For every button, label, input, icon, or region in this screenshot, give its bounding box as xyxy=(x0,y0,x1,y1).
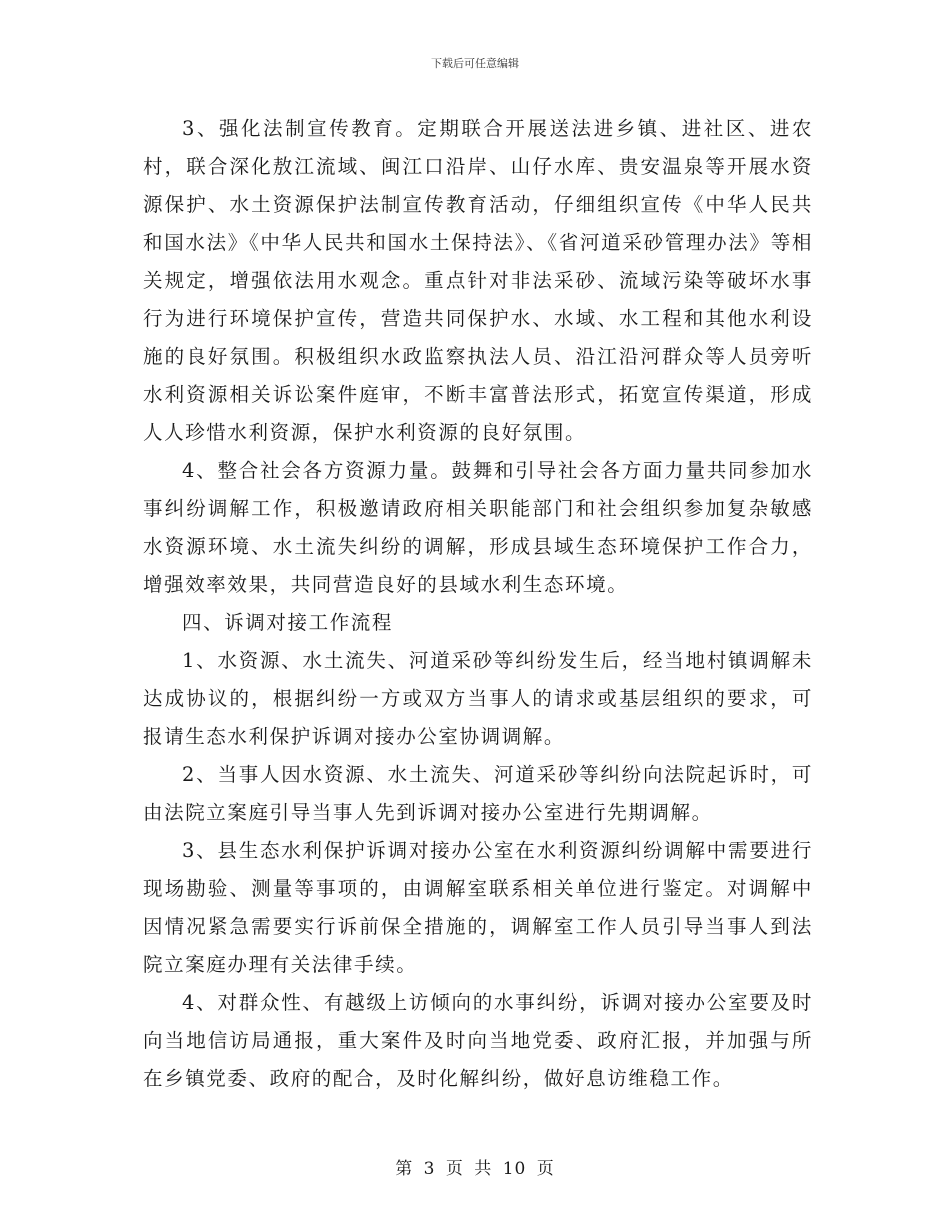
page-header-note: 下载后可任意编辑 xyxy=(431,57,519,70)
paragraph-workflow-step-3: 3、县生态水利保护诉调对接办公室在水利资源纠纷调解中需要进行现场勘验、测量等事项的，由调解室联系相关单位进行鉴定。对调解中因情况紧急需要实行诉前保全措施的，调解室工作人员引导当事人到法院立案庭办理有关法律手续。 xyxy=(143,839,813,976)
paragraph-legal-publicity: 3、强化法制宣传教育。定期联合开展送法进乡镇、进社区、进农村，联合深化敖江流域、闽江口沿岸、山仔水库、贵安温泉等开展水资源保护、水土资源保护法制宣传教育活动，仔细组织宣传《中华人民共和国水法》《中华人民共和国水土保持法》、《省河道采砂管理办法》等相关规定，增强依法用水观念。重点针对非法采砂、流域污染等破坏水事行为进行环境保护宣传，营造共同保护水、水域、水工程和其他水利设施的良好氛围。积极组织水政监察执法人员、沿江沿河群众等人员旁听水利资源相关诉讼案件庭审，不断丰富普法形式，拓宽宣传渠道，形成人人珍惜水利资源，保护水利资源的良好氛围。 xyxy=(143,117,813,444)
page-footer xyxy=(0,1154,950,1179)
footer-total-word: 共 xyxy=(474,1159,493,1179)
footer-current-page: 3 xyxy=(423,1159,436,1179)
footer-suffix: 页 xyxy=(536,1159,555,1179)
footer-page-word: 页 xyxy=(445,1159,464,1179)
paragraph-workflow-step-2: 2、当事人因水资源、水土流失、河道采砂等纠纷向法院起诉时，可由法院立案庭引导当事人先到诉调对接办公室进行先期调解。 xyxy=(143,763,813,824)
paragraph-workflow-step-1: 1、水资源、水土流失、河道采砂等纠纷发生后，经当地村镇调解未达成协议的，根据纠纷一方或双方当事人的请求或基层组织的要求，可报请生态水利保护诉调对接办公室协调调解。 xyxy=(143,649,813,748)
paragraph-workflow-step-4: 4、对群众性、有越级上访倾向的水事纠纷，诉调对接办公室要及时向当地信访局通报，重大案件及时向当地党委、政府汇报，并加强与所在乡镇党委、政府的配合，及时化解纠纷，做好息访维稳工作。 xyxy=(143,991,813,1090)
paragraph-social-resources: 4、整合社会各方资源力量。鼓舞和引导社会各方面力量共同参加水事纠纷调解工作，积极邀请政府相关职能部门和社会组织参加复杂敏感水资源环境、水土流失纠纷的调解，形成县域生态环境保护工作合力，增强效率效果，共同营造良好的县域水利生态环境。 xyxy=(143,459,813,596)
document-body xyxy=(143,110,813,1098)
footer-total-pages: 10 xyxy=(502,1159,527,1179)
footer-prefix: 第 xyxy=(395,1159,414,1179)
section-heading-workflow: 四、诉调对接工作流程 xyxy=(182,611,394,634)
